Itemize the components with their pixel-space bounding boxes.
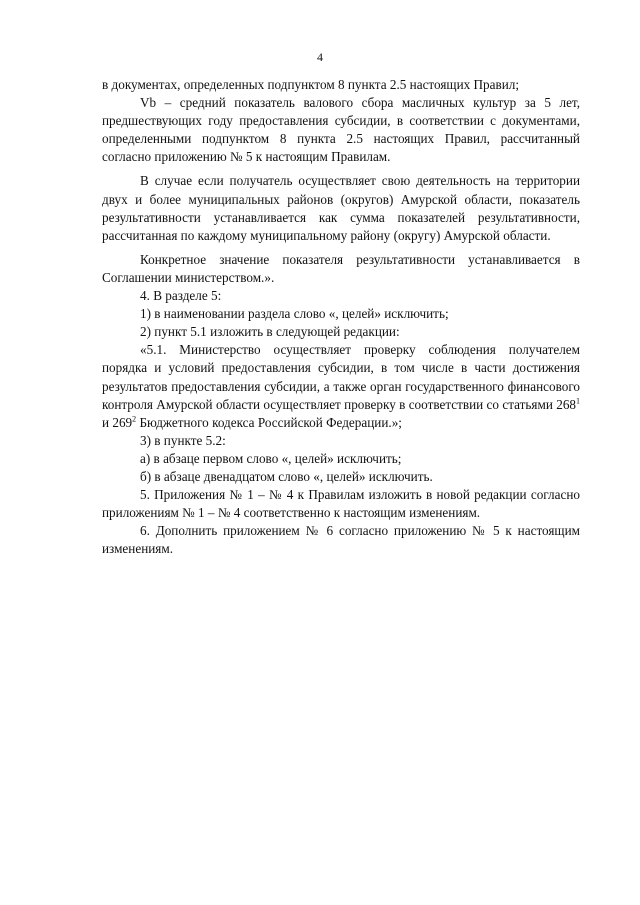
article-269-superscript: 2	[132, 414, 137, 424]
article-268: 268	[556, 396, 576, 412]
paragraph-3: В случае если получатель осуществляет свою деятельность на территории двух и более муниципальных районов (округов) Амурской области, показатель результативности устанавливается как сумма показателей результативности, рассчитанная по каждому муниципальному району (округу) Амурской области.	[102, 173, 580, 243]
document-body	[102, 76, 580, 558]
paragraph-2: Vb – средний показатель валового сбора масличных культур за 5 лет, предшествующих году предоставления субсидии, в соответствии с документами, определенными подпунктом 8 пункта 2.5 настоящих Правил, рассчитанный согласно приложению № 5 к настоящим Правилам.	[102, 95, 580, 165]
article-269: 269	[112, 414, 133, 430]
paragraph-5: 4. В разделе 5:	[140, 288, 222, 304]
paragraph-11: б) в абзаце двенадцатом слово «, целей» исключить.	[140, 468, 433, 484]
paragraph-7: 2) пункт 5.1 изложить в следующей редакции:	[140, 324, 400, 340]
paragraph-10: а) в абзаце первом слово «, целей» исключить;	[140, 450, 402, 466]
article-268-superscript: 1	[576, 396, 580, 406]
paragraph-8-text: «5.1. Министерство осуществляет проверку соблюдения получателем порядка и условий предоставления субсидии, в том числе в части достижения результатов предоставления субсидии, а также орган государственного финансового контроля Амурской области осуществляет проверку в соответствии со статьями	[102, 342, 580, 412]
paragraph-4: Конкретное значение показателя результативности устанавливается в Соглашении министерством.».	[102, 251, 580, 285]
paragraph-6: 1) в наименовании раздела слово «, целей» исключить;	[140, 306, 449, 322]
paragraph-8	[102, 341, 580, 431]
paragraph-8-conjunction: и	[102, 414, 113, 430]
paragraph-9: 3) в пункте 5.2:	[140, 432, 226, 448]
page-number: 4	[317, 50, 323, 64]
paragraph-1: в документах, определенных подпунктом 8 пункта 2.5 настоящих Правил;	[102, 77, 520, 92]
paragraph-8-end: Бюджетного кодекса Российской Федерации.»;	[136, 414, 402, 430]
paragraph-12: 5. Приложения № 1 – № 4 к Правилам изложить в новой редакции согласно приложениям № 1 – № 4 соответственно к настоящим изменениям.	[102, 487, 580, 521]
paragraph-13: 6. Дополнить приложением № 6 согласно приложению № 5 к настоящим изменениям.	[102, 523, 580, 557]
